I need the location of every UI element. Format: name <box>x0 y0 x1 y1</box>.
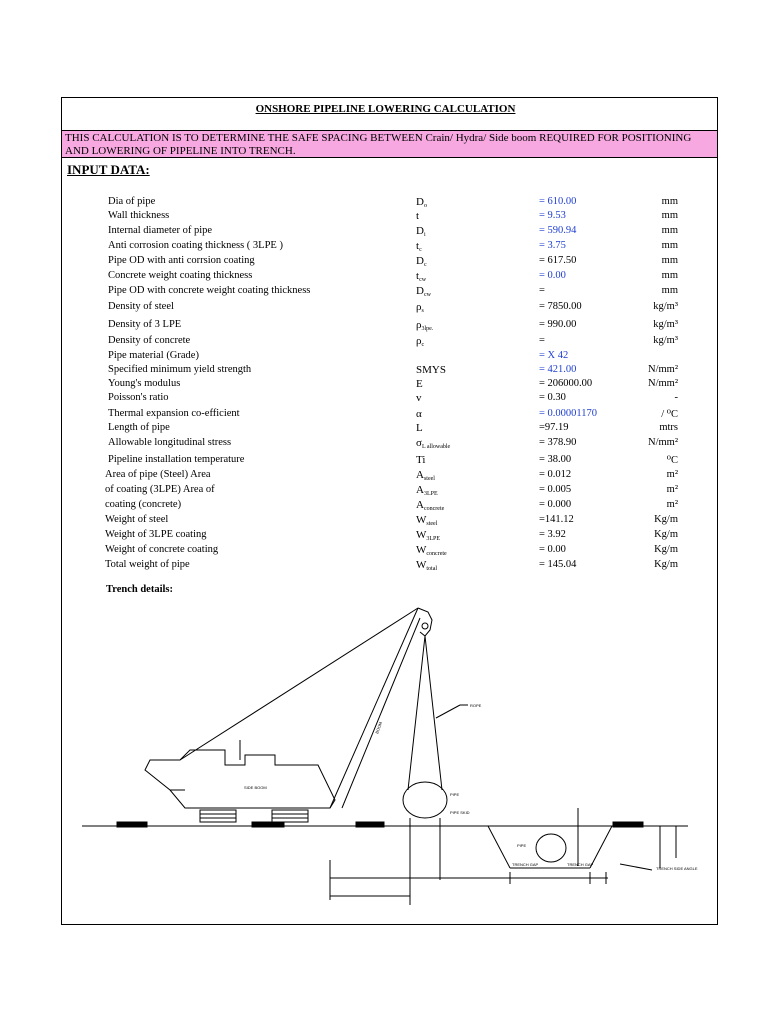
row-unit: mm <box>661 225 678 236</box>
row-unit: Kg/m <box>654 559 678 570</box>
pipeline-lowering-diagram <box>75 600 698 910</box>
trench-pipe-label: PIPE <box>517 843 527 848</box>
row-value: = 206000.00 <box>539 378 593 389</box>
input-row <box>62 301 717 315</box>
row-unit: mtrs <box>659 422 678 433</box>
pipe-label: PIPE <box>450 792 460 797</box>
page-title: ONSHORE PIPELINE LOWERING CALCULATION <box>255 103 516 115</box>
row-value: = 378.90 <box>539 437 577 448</box>
input-row <box>62 364 717 378</box>
input-row <box>62 422 717 436</box>
row-unit: kg/m³ <box>653 301 678 312</box>
input-row <box>62 319 717 333</box>
row-label: Length of pipe <box>108 422 170 433</box>
row-value: = 0.00001170 <box>539 408 598 419</box>
row-unit: N/mm² <box>648 437 678 448</box>
input-row <box>62 240 717 254</box>
row-label: Specified minimum yield strength <box>108 364 252 375</box>
row-value: = 617.50 <box>539 255 577 266</box>
row-unit: mm <box>661 240 678 251</box>
pipe-skid-label: PIPE SKID <box>450 810 470 815</box>
hanging-pipe <box>403 782 447 818</box>
input-row <box>62 514 717 528</box>
row-label: Pipe OD with anti corrsion coating <box>108 255 255 266</box>
row-value: = 0.00 <box>539 270 566 281</box>
input-row <box>62 559 717 573</box>
row-value: = 590.94 <box>539 225 577 236</box>
divider <box>62 157 717 158</box>
row-symbol: $A_{steel}$ <box>416 469 435 482</box>
row-unit: N/mm² <box>648 378 678 389</box>
row-symbol: $A_{3LPE}$ <box>416 484 438 497</box>
row-label: Thermal expansion co-efficient <box>108 408 240 419</box>
input-row <box>62 484 717 498</box>
row-value: = 9.53 <box>539 210 566 221</box>
row-symbol: $\rho_{3lpe.}$ <box>416 319 434 332</box>
row-symbol: L <box>416 422 423 434</box>
side-boom-label: SIDE BOOM <box>244 785 267 790</box>
input-row <box>62 210 717 224</box>
row-value: = <box>539 335 545 346</box>
row-symbol: $D_c$ <box>416 255 427 268</box>
row-symbol: $W_{total}$ <box>416 559 438 572</box>
input-row <box>62 437 717 451</box>
row-label: Density of 3 LPE <box>108 319 182 330</box>
row-value: = 7850.00 <box>539 301 582 312</box>
ground-hatch <box>252 822 284 827</box>
input-row <box>62 454 717 468</box>
row-label: Weight of concrete coating <box>105 544 219 555</box>
row-value: = 38.00 <box>539 454 572 465</box>
row-symbol: t <box>416 210 420 222</box>
row-symbol: $\rho_c$ <box>416 335 425 348</box>
row-unit: m² <box>666 499 678 510</box>
trench-side-angle-label: TRENCH SIDE ANGLE <box>656 866 698 871</box>
row-unit: / ⁰C <box>661 409 678 420</box>
row-value: = 0.012 <box>539 469 572 480</box>
input-row <box>62 499 717 513</box>
row-value: = 990.00 <box>539 319 577 330</box>
row-unit: kg/m³ <box>653 335 678 346</box>
rope <box>408 636 425 790</box>
row-value: = 421.00 <box>539 364 577 375</box>
row-value: = 0.00 <box>539 544 566 555</box>
row-label: Total weight of pipe <box>105 559 190 570</box>
trench-gap-right-label: TRENCH GAP <box>567 862 594 867</box>
row-label: Wall thickness <box>108 210 170 221</box>
row-unit: mm <box>661 255 678 266</box>
boom-label: BOOM <box>374 721 384 735</box>
row-label: Area of pipe (Steel) Area <box>105 469 211 480</box>
input-row <box>62 392 717 406</box>
rope <box>425 636 442 790</box>
row-unit: mm <box>661 210 678 221</box>
input-row <box>62 270 717 284</box>
input-row <box>62 529 717 543</box>
trench-pipe <box>536 834 566 862</box>
row-symbol: $A_{concrete}$ <box>416 499 445 512</box>
row-value: = 3.92 <box>539 529 566 540</box>
row-value: = <box>539 285 545 296</box>
rope-label: ROPE <box>470 703 482 708</box>
row-value: = X 42 <box>539 350 569 361</box>
row-label: Poisson's ratio <box>108 392 169 403</box>
row-unit: Kg/m <box>654 544 678 555</box>
row-symbol: α <box>416 408 422 420</box>
input-row <box>62 544 717 558</box>
ground-hatch <box>356 822 384 827</box>
row-label: Concrete weight coating thickness <box>108 270 253 281</box>
row-unit: m² <box>666 484 678 495</box>
row-label: Density of concrete <box>108 335 191 346</box>
ground-hatch <box>117 822 147 827</box>
track <box>272 810 308 822</box>
row-value: = 610.00 <box>539 196 577 207</box>
row-value: = 0.30 <box>539 392 566 403</box>
row-label: Weight of 3LPE coating <box>105 529 207 540</box>
row-unit: - <box>674 392 678 403</box>
row-value: = 3.75 <box>539 240 566 251</box>
input-row <box>62 255 717 269</box>
row-unit: m² <box>666 469 678 480</box>
input-row <box>62 469 717 483</box>
row-symbol: $D_o$ <box>416 196 427 209</box>
input-row <box>62 196 717 210</box>
row-unit: N/mm² <box>648 364 678 375</box>
row-unit: mm <box>661 196 678 207</box>
row-unit: Kg/m <box>654 529 678 540</box>
row-symbol: $\rho_s$ <box>416 301 424 314</box>
row-label: Pipeline installation temperature <box>108 454 245 465</box>
row-symbol: $D_{cw}$ <box>416 285 431 298</box>
input-row <box>62 335 717 349</box>
row-unit: ⁰C <box>666 455 678 466</box>
trench-wall-right <box>590 826 612 868</box>
row-label: Internal diameter of pipe <box>108 225 213 236</box>
row-value: =141.12 <box>539 514 574 525</box>
boom-arm <box>330 608 418 808</box>
row-label: Dia of pipe <box>108 196 156 207</box>
input-row <box>62 350 717 364</box>
row-symbol: v <box>416 392 422 404</box>
row-unit: mm <box>661 285 678 296</box>
hook <box>418 608 432 636</box>
track <box>200 810 236 822</box>
row-label: coating (concrete) <box>105 499 182 510</box>
row-symbol: $t_{cw}$ <box>416 270 427 283</box>
row-symbol: $W_{concrete}$ <box>416 544 447 557</box>
input-row <box>62 378 717 392</box>
row-label: Pipe material (Grade) <box>108 350 199 361</box>
row-unit: kg/m³ <box>653 319 678 330</box>
row-symbol: $W_{3LPE}$ <box>416 529 441 542</box>
row-symbol: $W_{steel}$ <box>416 514 438 527</box>
ground-hatch <box>613 822 643 827</box>
input-row <box>62 285 717 299</box>
row-symbol: SMYS <box>416 364 446 376</box>
trench-gap-left-label: TRENCH GAP <box>512 862 539 867</box>
row-unit: Kg/m <box>654 514 678 525</box>
row-symbol: $D_i$ <box>416 225 426 238</box>
input-data-heading: INPUT DATA: <box>67 162 150 177</box>
row-label: Allowable longitudinal stress <box>108 437 232 448</box>
input-row <box>62 408 717 422</box>
row-value: = 145.04 <box>539 559 577 570</box>
row-symbol: Ti <box>416 454 426 466</box>
trench-details-heading: Trench details: <box>106 584 173 595</box>
trench-wall-left <box>488 826 510 868</box>
row-symbol: $t_c$ <box>416 240 422 253</box>
row-symbol: $\sigma_{L allowable}$ <box>416 437 451 450</box>
boom-cable <box>180 608 418 760</box>
row-label: Pipe OD with concrete weight coating thickness <box>108 285 311 296</box>
row-label: of coating (3LPE) Area of <box>105 484 215 495</box>
row-label: Young's modulus <box>108 378 181 389</box>
row-label: Weight of steel <box>105 514 169 525</box>
input-row <box>62 225 717 239</box>
description-banner: THIS CALCULATION IS TO DETERMINE THE SAFE SPACING BETWEEN Crain/ Hydra/ Side boom REQUIRED FOR POSITIONING AND LOWERING OF PIPELINE INTO TRENCH. <box>62 131 717 157</box>
row-value: = 0.000 <box>539 499 572 510</box>
row-symbol: E <box>416 378 423 390</box>
row-label: Density of steel <box>108 301 174 312</box>
row-value: =97.19 <box>539 422 569 433</box>
row-label: Anti corrosion coating thickness ( 3LPE ) <box>108 240 283 251</box>
row-value: = 0.005 <box>539 484 572 495</box>
row-unit: mm <box>661 270 678 281</box>
